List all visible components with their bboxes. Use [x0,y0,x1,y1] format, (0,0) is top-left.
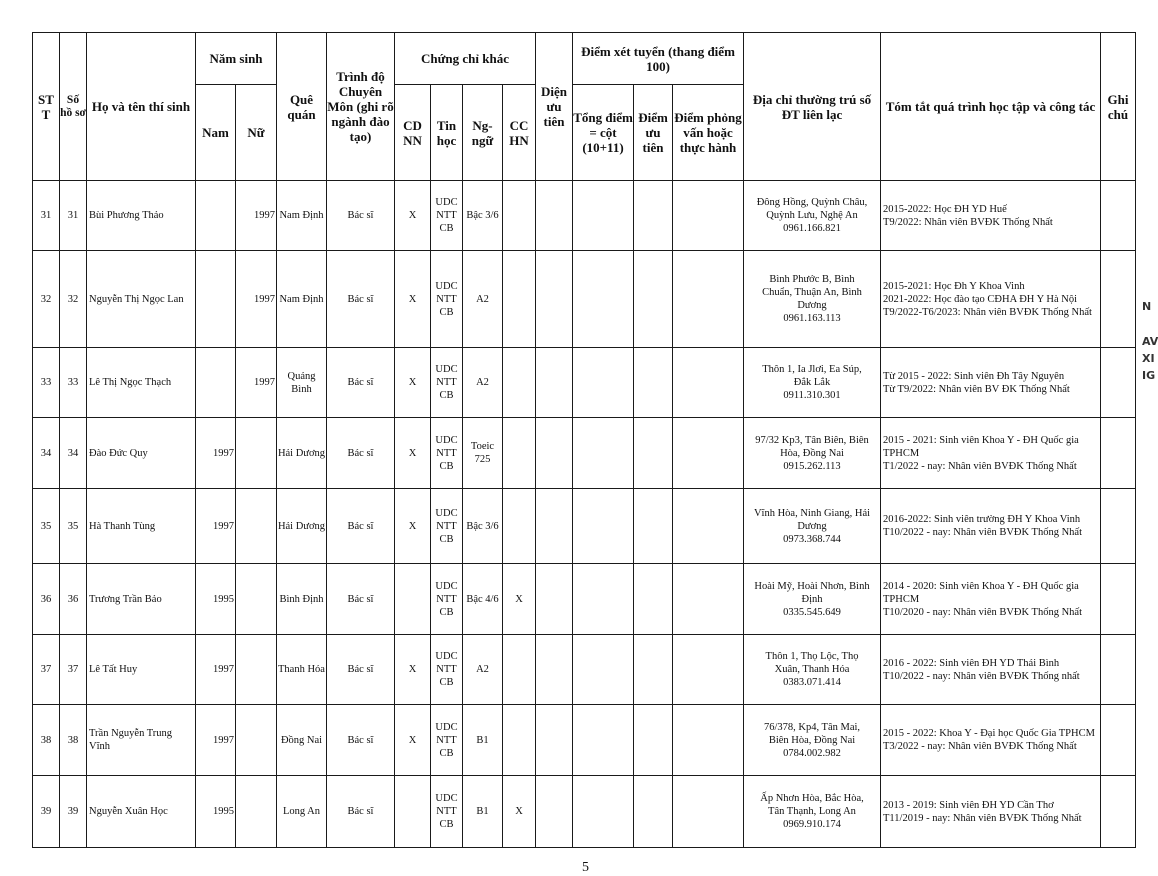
address-line: Thôn 1, Ia Jlơi, Ea Súp, [762,364,862,375]
cell-diem-uu-tien [634,348,673,418]
cell-ghi-chu [1101,181,1136,251]
cell-ghi-chu [1101,418,1136,489]
cell-ngoai-ngu: Bậc 3/6 [463,489,503,564]
address-line: Hòa, Đồng Nai [780,447,844,459]
cell-cd-nn: X [395,705,431,776]
cell-dien-uu-tien [536,181,573,251]
header-so-ho-so: Số hồ sơ [60,33,87,181]
cell-nu: 1997 [236,181,277,251]
cell-ghi-chu [1101,635,1136,705]
cell-dien-uu-tien [536,489,573,564]
summary-line: T10/2020 - nay: Nhân viên BVĐK Thống Nhất [883,606,1082,618]
cell-summary [881,635,1101,705]
address-line: Hoài Mỹ, Hoài Nhơn, Bình [754,580,870,592]
cell-diem-phong-van [673,251,744,348]
cell-que-quan: Thanh Hóa [277,635,327,705]
cell-so-ho-so: 37 [60,635,87,705]
cell-tin-hoc: UDC NTT CB [431,776,463,848]
cell-diem-uu-tien [634,564,673,635]
cell-dien-uu-tien [536,251,573,348]
cell-tin-hoc: UDC NTT CB [431,564,463,635]
cell-diem-phong-van [673,348,744,418]
cell-tong-diem [573,348,634,418]
cell-address [744,564,881,635]
cell-tin-hoc: UDC NTT CB [431,489,463,564]
cell-que-quan: Hải Dương [277,418,327,489]
cell-ghi-chu [1101,251,1136,348]
address-line: Vĩnh Hòa, Ninh Giang, Hải [753,507,871,519]
address-line: Định [801,593,823,605]
cell-trinh-do: Bác sĩ [327,418,395,489]
cell-so-ho-so: 38 [60,705,87,776]
header-diem-uu-tien: Điểm ưu tiên [634,85,673,181]
table-row [33,635,1136,705]
cell-ghi-chu [1101,776,1136,848]
cell-diem-phong-van [673,705,744,776]
cell-cc-hn [503,251,536,348]
cell-name: Trương Trần Bảo [87,564,196,635]
cell-so-ho-so: 33 [60,348,87,418]
cell-cc-hn [503,181,536,251]
summary-line: T10/2022 - nay: Nhân viên BVĐK Thống Nhất [883,527,1082,538]
summary-line: 2015-2021: Học Đh Y Khoa Vinh [883,280,1025,292]
table-row [33,348,1136,418]
cell-summary [881,418,1101,489]
address-line: 76/378, Kp4, Tân Mai, [763,721,861,733]
cell-cc-hn: X [503,564,536,635]
summary-line: T11/2019 - nay: Nhân viên BVĐK Thống Nhất [883,812,1082,824]
cell-summary [881,564,1101,635]
summary-line: 2014 - 2020: Sinh viên Khoa Y - ĐH Quốc gia TPHCM [883,580,1079,605]
cell-address [744,635,881,705]
cell-name: Lê Thị Ngọc Thạch [87,348,196,418]
cell-summary [881,348,1101,418]
header-cc-hn: CC HN [503,85,536,181]
cell-address [744,776,881,848]
cell-tong-diem [573,418,634,489]
table-row [33,418,1136,489]
cell-que-quan: Nam Định [277,181,327,251]
table-row [33,564,1136,635]
cell-tong-diem [573,489,634,564]
cell-cd-nn [395,776,431,848]
cell-ngoai-ngu: A2 [463,251,503,348]
address-line: Biên Hòa, Đồng Nai [768,734,856,746]
address-line: Dương [797,520,827,532]
cell-cd-nn: X [395,635,431,705]
cell-so-ho-so: 35 [60,489,87,564]
address-line: 0784.002.982 [783,747,841,759]
cell-ngoai-ngu: B1 [463,776,503,848]
cell-ngoai-ngu: B1 [463,705,503,776]
header-chung-chi-khac: Chứng chỉ khác [395,33,536,85]
edge-mark: IG [1142,369,1156,382]
cell-nu [236,489,277,564]
cell-trinh-do: Bác sĩ [327,635,395,705]
cell-diem-phong-van [673,418,744,489]
cell-trinh-do: Bác sĩ [327,251,395,348]
cell-diem-phong-van [673,776,744,848]
address-line: 0911.310.301 [783,390,841,401]
cell-ngoai-ngu: A2 [463,348,503,418]
address-line: 0961.166.821 [783,223,841,234]
cell-tong-diem [573,635,634,705]
cell-ngoai-ngu: Toeic 725 [463,418,503,489]
cell-trinh-do: Bác sĩ [327,705,395,776]
header-dien-uu-tien: Diện ưu tiên [536,33,573,181]
summary-line: T9/2022: Nhân viên BVĐK Thống Nhất [883,216,1053,228]
cell-diem-phong-van [673,564,744,635]
cell-cd-nn [395,564,431,635]
cell-tong-diem [573,251,634,348]
cell-ngoai-ngu: Bậc 3/6 [463,181,503,251]
header-trinh-do: Trình độ Chuyên Môn (ghi rõ ngành đào tạo) [327,33,395,181]
cell-cc-hn [503,705,536,776]
cell-so-ho-so: 34 [60,418,87,489]
cell-so-ho-so: 36 [60,564,87,635]
cell-cd-nn: X [395,348,431,418]
header-ngoai-ngu: Ng- ngữ [463,85,503,181]
cell-nu [236,564,277,635]
address-line: Dương [797,300,827,311]
cell-stt: 36 [33,564,60,635]
summary-line: 2013 - 2019: Sinh viên ĐH YD Cần Thơ [883,799,1054,811]
address-line: Đông Hồng, Quỳnh Châu, [756,197,868,208]
cell-nam [196,348,236,418]
summary-line: 2016-2022: Sinh viên trường ĐH Y Khoa Vinh [883,514,1081,525]
header-dia-chi: Địa chỉ thường trú số ĐT liên lạc [744,33,881,181]
cell-dien-uu-tien [536,564,573,635]
address-line: 0973.368.744 [783,533,841,545]
cell-que-quan: Bình Định [277,564,327,635]
cell-name: Hà Thanh Tùng [87,489,196,564]
cell-trinh-do: Bác sĩ [327,564,395,635]
summary-line: 2021-2022: Học đào tạo CĐHA ĐH Y Hà Nội [883,293,1078,305]
cell-name: Trần Nguyễn Trung Vĩnh [87,705,196,776]
cell-nam: 1997 [196,705,236,776]
summary-line: T10/2022 - nay: Nhân viên BVĐK Thống nhất [883,670,1080,682]
cell-diem-phong-van [673,181,744,251]
cell-diem-uu-tien [634,635,673,705]
cell-diem-phong-van [673,635,744,705]
address-line: Thôn 1, Thọ Lộc, Thọ [765,651,859,662]
header-tin-hoc: Tin học [431,85,463,181]
cell-diem-uu-tien [634,705,673,776]
cell-nu [236,776,277,848]
header-nam-sinh: Năm sinh [196,33,277,85]
address-line: Đắk Lắk [793,377,831,388]
header-que-quan: Quê quán [277,33,327,181]
address-line: Chuẩn, Thuận An, Bình [762,287,862,298]
cell-trinh-do: Bác sĩ [327,489,395,564]
cell-stt: 35 [33,489,60,564]
cell-summary [881,251,1101,348]
address-line: 0335.545.649 [783,606,841,618]
summary-line: 2015 - 2021: Sinh viên Khoa Y - ĐH Quốc gia TPHCM [883,434,1079,459]
cell-stt: 39 [33,776,60,848]
cell-tong-diem [573,705,634,776]
cell-stt: 33 [33,348,60,418]
cell-tin-hoc: UDC NTT CB [431,251,463,348]
header-ghi-chu: Ghi chú [1101,33,1136,181]
cell-cc-hn [503,418,536,489]
candidate-table [32,32,1136,848]
address-line: Bình Phước B, Bình [769,274,855,285]
cell-que-quan: Long An [277,776,327,848]
cell-stt: 38 [33,705,60,776]
cell-nam: 1997 [196,418,236,489]
cell-name: Bùi Phương Thảo [87,181,196,251]
cell-que-quan: Đồng Nai [277,705,327,776]
summary-line: 2015 - 2022: Khoa Y - Đại học Quốc Gia TPHCM [883,728,1095,739]
cell-cc-hn [503,489,536,564]
cell-name: Nguyễn Thị Ngọc Lan [87,251,196,348]
cell-que-quan: Nam Định [277,251,327,348]
summary-line: T1/2022 - nay: Nhân viên BVĐK Thống Nhất [883,460,1077,472]
cell-nu [236,418,277,489]
cell-name: Đào Đức Quy [87,418,196,489]
page-number: 5 [582,860,589,875]
cell-trinh-do: Bác sĩ [327,181,395,251]
address-line: Ấp Nhơn Hòa, Bắc Hòa, [760,793,864,804]
cell-nam [196,251,236,348]
cell-tin-hoc: UDC NTT CB [431,635,463,705]
cell-que-quan: Quảng Bình [277,348,327,418]
cell-stt: 34 [33,418,60,489]
cell-tin-hoc: UDC NTT CB [431,418,463,489]
summary-line: 2016 - 2022: Sinh viên ĐH YD Thái Bình [883,657,1060,669]
cell-address [744,181,881,251]
cell-name: Lê Tất Huy [87,635,196,705]
cell-tong-diem [573,564,634,635]
cell-diem-uu-tien [634,489,673,564]
summary-line: 2015-2022: Học ĐH YD Huế [883,203,1007,215]
cell-address [744,348,881,418]
cell-dien-uu-tien [536,705,573,776]
cell-que-quan: Hải Dương [277,489,327,564]
cell-cc-hn: X [503,776,536,848]
cell-diem-uu-tien [634,776,673,848]
header-tong-diem: Tổng điểm = cột (10+11) [573,85,634,181]
cell-ghi-chu [1101,705,1136,776]
table-row [33,705,1136,776]
cell-cd-nn: X [395,418,431,489]
cell-so-ho-so: 31 [60,181,87,251]
cell-cd-nn: X [395,181,431,251]
cell-cd-nn: X [395,251,431,348]
table-row [33,181,1136,251]
cell-stt: 32 [33,251,60,348]
summary-line: T9/2022-T6/2023: Nhân viên BVĐK Thống Nhất [883,306,1092,318]
cell-nam: 1997 [196,489,236,564]
header-nu: Nữ [236,85,277,181]
cell-diem-uu-tien [634,181,673,251]
summary-line: T3/2022 - nay: Nhân viên BVĐK Thống Nhất [883,741,1077,752]
address-line: Tân Thạnh, Long An [768,806,856,817]
cell-name: Nguyễn Xuân Học [87,776,196,848]
cell-so-ho-so: 32 [60,251,87,348]
cell-dien-uu-tien [536,348,573,418]
cell-diem-phong-van [673,489,744,564]
cell-cc-hn [503,635,536,705]
cell-dien-uu-tien [536,776,573,848]
header-tom-tat: Tóm tắt quá trình học tập và công tác [881,33,1101,181]
cell-cd-nn: X [395,489,431,564]
cell-address [744,489,881,564]
cell-stt: 31 [33,181,60,251]
cell-dien-uu-tien [536,635,573,705]
cell-tin-hoc: UDC NTT CB [431,181,463,251]
cell-ghi-chu [1101,348,1136,418]
header-cd-nn: CD NN [395,85,431,181]
cell-address [744,251,881,348]
cell-dien-uu-tien [536,418,573,489]
header-diem-xet-tuyen: Điểm xét tuyển (thang điểm 100) [573,33,744,85]
cell-nu: 1997 [236,251,277,348]
header-diem-phong-van: Điểm phỏng vấn hoặc thực hành [673,85,744,181]
cell-nam: 1995 [196,564,236,635]
cell-summary [881,489,1101,564]
cell-tong-diem [573,181,634,251]
cell-nam: 1995 [196,776,236,848]
cell-summary [881,181,1101,251]
header-nam: Nam [196,85,236,181]
cell-ghi-chu [1101,489,1136,564]
table-row [33,489,1136,564]
edge-mark: XI [1142,352,1155,365]
table-row [33,251,1136,348]
cell-ngoai-ngu: A2 [463,635,503,705]
header-ho-ten: Họ và tên thí sinh [87,33,196,181]
cell-nam: 1997 [196,635,236,705]
address-line: Xuân, Thanh Hóa [774,664,850,675]
cell-stt: 37 [33,635,60,705]
cell-trinh-do: Bác sĩ [327,348,395,418]
cell-summary [881,776,1101,848]
cell-summary [881,705,1101,776]
summary-line: Từ 2015 - 2022: Sinh viên Đh Tây Nguyên [883,370,1065,382]
cell-nu [236,705,277,776]
cell-tong-diem [573,776,634,848]
summary-line: Từ T9/2022: Nhân viên BV ĐK Thống Nhất [883,383,1070,395]
cell-so-ho-so: 39 [60,776,87,848]
cell-address [744,705,881,776]
cell-nam [196,181,236,251]
address-line: 0961.163.113 [783,313,841,324]
edge-mark: N [1142,300,1152,313]
address-line: 0383.071.414 [783,677,841,688]
cell-trinh-do: Bác sĩ [327,776,395,848]
address-line: 0915.262.113 [783,460,841,472]
address-line: 0969.910.174 [783,819,841,830]
header-stt: ST T [33,33,60,181]
cell-address [744,418,881,489]
cell-nu: 1997 [236,348,277,418]
address-line: Quỳnh Lưu, Nghệ An [766,210,858,221]
cell-tin-hoc: UDC NTT CB [431,348,463,418]
cell-diem-uu-tien [634,251,673,348]
cell-cc-hn [503,348,536,418]
cell-nu [236,635,277,705]
cell-ngoai-ngu: Bậc 4/6 [463,564,503,635]
cell-tin-hoc: UDC NTT CB [431,705,463,776]
cell-diem-uu-tien [634,418,673,489]
address-line: 97/32 Kp3, Tân Biên, Biên [755,434,869,446]
cell-ghi-chu [1101,564,1136,635]
table-row [33,776,1136,848]
edge-mark: AV [1142,335,1158,348]
